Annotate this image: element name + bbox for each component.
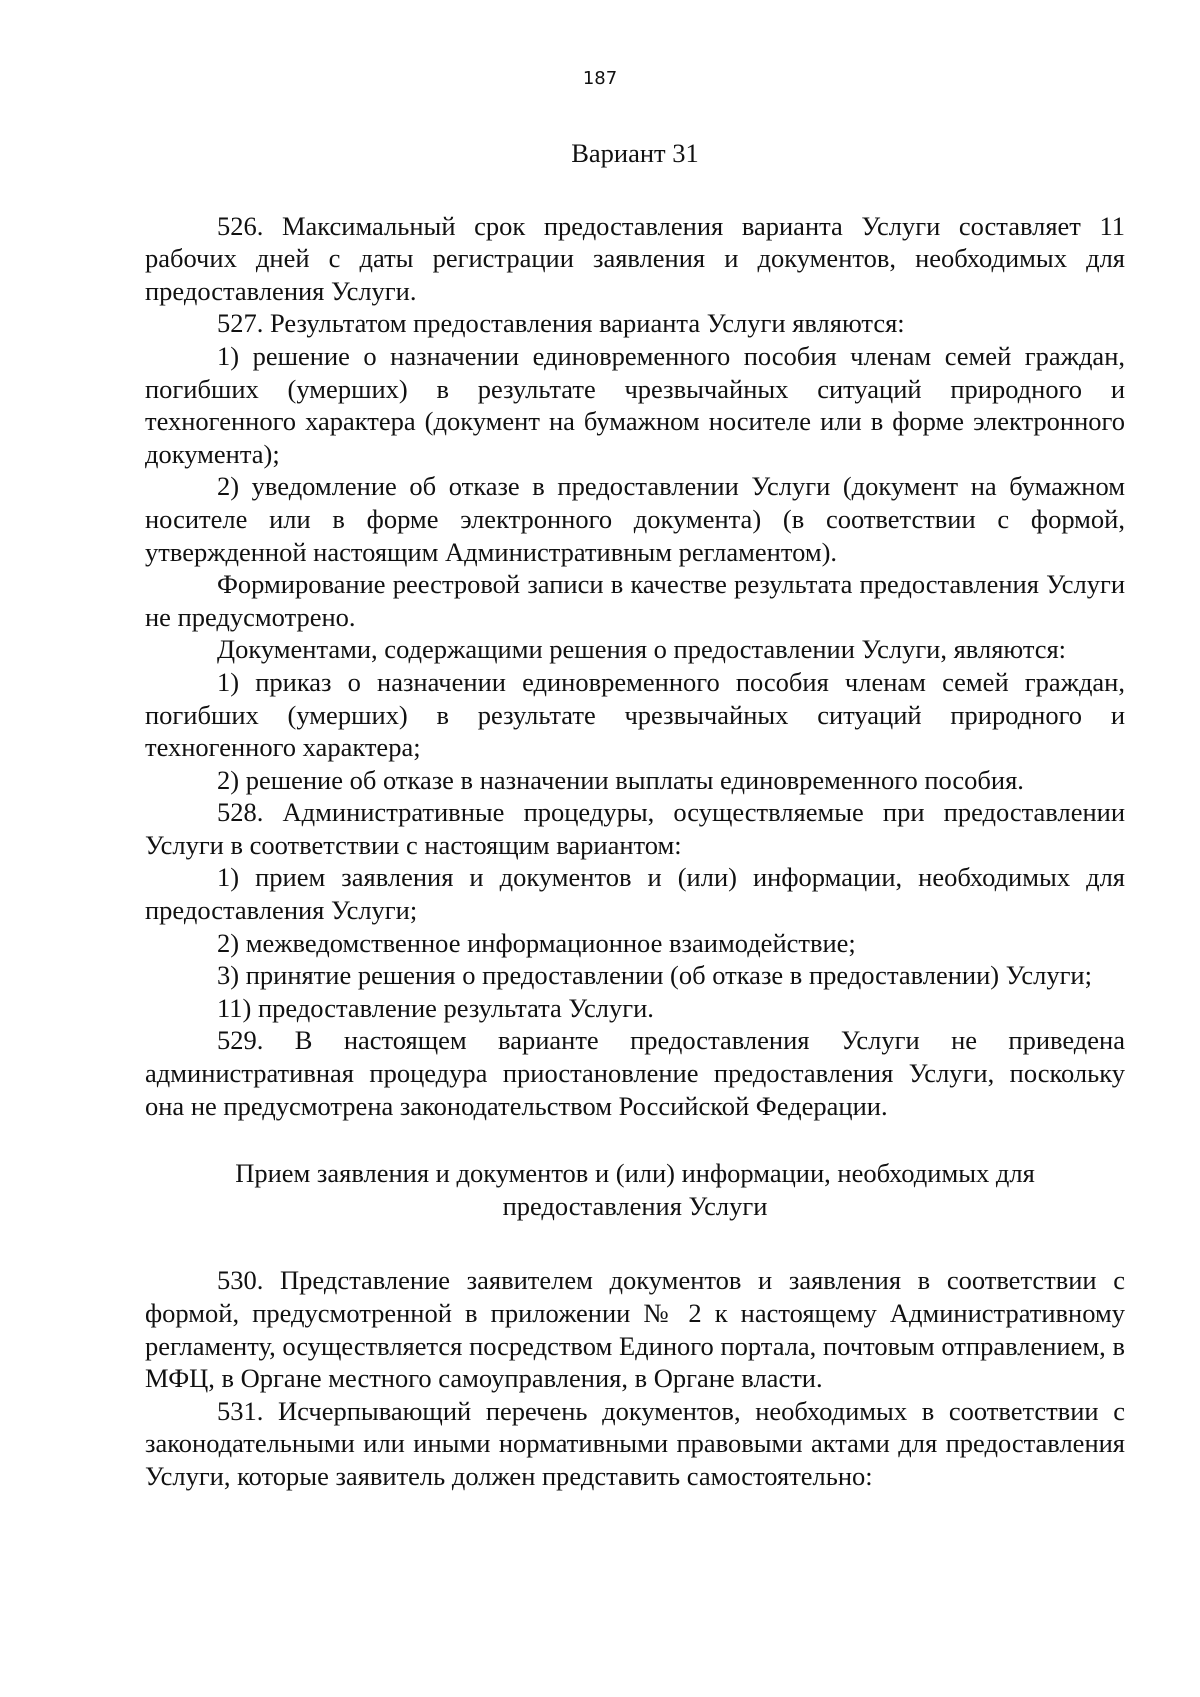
page-number: 187: [582, 68, 618, 89]
paragraph-530: 530. Представление заявителем документов и заявления в соответствии с формой, предусмотренной в приложении № 2 к настоящему Административному регламенту, осуществляется посредством Единого портала, почтовым отправлением, в МФЦ, в Органе местного самоуправления, в Органе власти.: [145, 1265, 1125, 1394]
list-item-result-1: 1) решение о назначении единовременного пособия членам семей граждан, погибших (умерших) в результате чрезвычайных ситуаций природного и техногенного характера (документ на бумажном носителе или в форме электронного документа);: [145, 340, 1125, 469]
section-title-line-2: предоставления Услуги: [502, 1190, 768, 1221]
list-item-procedure-11: 11) предоставление результата Услуги.: [217, 992, 654, 1023]
paragraph-531: 531. Исчерпывающий перечень документов, необходимых в соответствии с законодательными или иными нормативными правовыми актами для предоставления Услуги, которые заявитель должен представить самостоятельно:: [145, 1395, 1125, 1491]
paragraph-526: 526. Максимальный срок предоставления варианта Услуги составляет 11 рабочих дней с даты регистрации заявления и документов, необходимых для предоставления Услуги.: [145, 210, 1125, 306]
paragraphs-before: [145, 210, 1125, 1123]
list-item-procedure-2: 2) межведомственное информационное взаимодействие;: [217, 927, 856, 958]
paragraph-527: 527. Результатом предоставления варианта Услуги являются:: [217, 308, 905, 339]
variant-title: Вариант 31: [571, 138, 699, 168]
paragraph-529: 529. В настоящем варианте предоставления Услуги не приведена административная процедура приостановление предоставления Услуги, поскольку она не предусмотрена законодательством Российской Федерации.: [145, 1025, 1125, 1121]
list-item-decision-2: 2) решение об отказе в назначении выплаты единовременного пособия.: [217, 764, 1024, 795]
paragraph-528: 528. Административные процедуры, осуществляемые при предоставлении Услуги в соответствии с настоящим вариантом:: [145, 797, 1125, 860]
paragraph-decision-documents: Документами, содержащими решения о предоставлении Услуги, являются:: [217, 634, 1067, 665]
paragraphs-after: [145, 1264, 1125, 1492]
section-title: [145, 1157, 1125, 1222]
list-item-procedure-1: 1) прием заявления и документов и (или) информации, необходимых для предоставления Услуги;: [145, 862, 1125, 926]
section-title-line-1: Прием заявления и документов и (или) информации, необходимых для: [235, 1158, 1035, 1189]
list-item-decision-1: 1) приказ о назначении единовременного пособия членам семей граждан, погибших (умерших) в результате чрезвычайных ситуаций природного и техногенного характера;: [145, 666, 1125, 763]
list-item-procedure-3: 3) принятие решения о предоставлении (об отказе в предоставлении) Услуги;: [217, 960, 1092, 991]
paragraph-registry-record: Формирование реестровой записи в качестве результата предоставления Услуги не предусмотрено.: [145, 569, 1125, 632]
list-item-result-2: 2) уведомление об отказе в предоставлении Услуги (документ на бумажном носителе или в форме электронного документа) (в соответствии с формой, утвержденной настоящим Административным регламентом).: [145, 471, 1125, 567]
document-body: [145, 137, 1125, 1493]
